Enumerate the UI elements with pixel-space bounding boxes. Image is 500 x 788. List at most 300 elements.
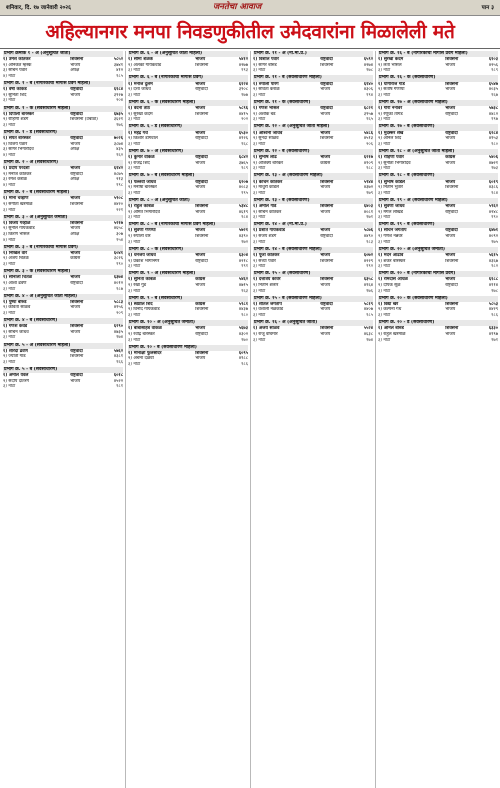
candidate-party: शिवसेना xyxy=(195,307,209,313)
candidate-name: १) पुष्पा बोरुडे xyxy=(3,299,27,305)
candidate-row xyxy=(378,142,498,148)
candidate-votes: ५९४४ xyxy=(363,179,373,185)
candidate-name: २) माधुरी कर्डिले xyxy=(253,185,280,191)
candidate-name: १) सीमा शेळके xyxy=(128,57,153,63)
candidate-votes: १९२ xyxy=(366,264,373,270)
candidate-name: २) अलका गायकवाड xyxy=(128,62,162,68)
candidate-votes: ४२१८ xyxy=(238,258,248,264)
candidate-votes: ४३८६ xyxy=(488,185,498,191)
candidate-name: २) मनीषा बारस्कर xyxy=(128,185,157,191)
candidate-votes: १८० xyxy=(241,313,248,319)
candidate-votes: ५८१९ xyxy=(363,301,373,307)
ward-result-block xyxy=(128,247,248,270)
candidate-votes: १७९ xyxy=(366,190,373,196)
candidate-party: भाजप xyxy=(70,378,81,384)
candidate-party: भाजप xyxy=(445,252,456,258)
candidate-party xyxy=(320,264,356,270)
candidate-row xyxy=(253,191,373,197)
candidate-row xyxy=(253,117,373,123)
candidate-name: २) नितीन भुतारे xyxy=(378,185,403,191)
ward-title: प्रभाग क्र. १४ - ब (सर्वसाधारण महिला) xyxy=(253,247,373,253)
candidate-name: २) मंगल लोखंडे xyxy=(378,209,403,215)
candidate-votes: १८८ xyxy=(366,166,373,172)
candidate-name: १) मीनाक्षी फुलसौंदर xyxy=(128,350,162,356)
candidate-votes: १९० xyxy=(491,215,498,221)
candidate-party: शिवसेना xyxy=(320,179,334,185)
candidate-party: राष्ट्रवादी xyxy=(195,179,208,185)
candidate-party: काँग्रेस xyxy=(445,155,456,161)
candidate-votes: ६३५८ xyxy=(363,277,373,283)
column-divider xyxy=(250,51,251,788)
candidate-votes: २०६ xyxy=(366,141,373,147)
candidate-votes: ४७३५ xyxy=(113,329,123,335)
candidate-party xyxy=(195,166,231,172)
ward-title: प्रभाग क्रमांक १ - अ (अनुसूचित जाती) xyxy=(3,51,123,57)
candidate-name: १) सुनिता कांबळे xyxy=(128,277,156,283)
candidate-party xyxy=(445,338,481,344)
candidate-party xyxy=(320,93,356,99)
ward-title: प्रभाग क्र. १० - अ (अनुसूचित जमाती) xyxy=(128,320,248,326)
candidate-votes: ६०१९ xyxy=(488,179,498,185)
candidate-votes: ४८७५ xyxy=(113,171,123,177)
results-columns xyxy=(0,51,500,788)
ward-title: प्रभाग क्र. १९ - ब (सर्वसाधारण) xyxy=(378,222,498,228)
ward-result-block xyxy=(128,345,248,368)
candidate-row xyxy=(378,313,498,319)
ward-title: प्रभाग क्र. ३ - ब (नागरिकांचा मागास प्रवर्ग) xyxy=(3,245,123,251)
candidate-name: २) शंकर बारस्कर xyxy=(378,258,406,264)
ward-result-block xyxy=(128,100,248,123)
candidate-row xyxy=(128,362,248,368)
ward-result-block xyxy=(253,75,373,98)
candidate-votes: ६१२४ xyxy=(238,81,248,87)
column-divider xyxy=(375,51,376,788)
candidate-name: ३) नोटा xyxy=(253,68,266,74)
candidate-party: काँग्रेस xyxy=(70,256,81,262)
candidate-party xyxy=(320,240,356,246)
ward-title: प्रभाग क्र. ४ - ब (सर्वसाधारण) xyxy=(3,318,123,324)
candidate-name: ४) नोटा xyxy=(3,183,16,189)
ward-result-block xyxy=(378,320,498,343)
ward-result-block xyxy=(253,149,373,172)
candidate-votes: ४२४८ xyxy=(488,209,498,215)
candidate-party xyxy=(195,289,231,295)
ward-title: प्रभाग क्र. १३ - ब (सर्वसाधारण) xyxy=(253,198,373,204)
candidate-name: २) कल्पना गंधे xyxy=(378,307,402,313)
candidate-name: १) अनिल बोरुडे xyxy=(378,326,404,332)
ward-title: प्रभाग क्र. ८ - क (सर्वसाधारण) xyxy=(128,247,248,253)
candidate-name: २) रवींद्र बारस्कर xyxy=(128,331,155,337)
candidate-party: भाजप xyxy=(445,307,456,313)
candidate-votes: ६१८८ xyxy=(488,277,498,283)
candidate-party xyxy=(445,117,481,123)
candidate-party xyxy=(70,384,106,390)
candidate-name: ३) नोटा xyxy=(3,335,16,341)
candidate-name: २) संध्या पवार xyxy=(253,258,276,264)
ward-title: प्रभाग क्र. ४ - अ (अनुसूचित जाती महिला) xyxy=(3,294,123,300)
candidate-name: १) सचिन जगताप xyxy=(378,228,407,234)
candidate-votes: ३७६५ xyxy=(238,160,248,166)
candidate-party: शिवसेना xyxy=(70,324,84,330)
candidate-name: १) योगीराज गाडे xyxy=(378,81,405,87)
candidate-row xyxy=(128,289,248,295)
candidate-name: १) महेंद्र गंधे xyxy=(128,130,148,136)
candidate-row xyxy=(378,289,498,295)
ward-title: प्रभाग क्र. ८ - अ (अनुसूचित जाती) xyxy=(128,198,248,204)
ward-title: प्रभाग क्र. ७ - ब (सर्वसाधारण महिला) xyxy=(128,173,248,179)
candidate-party: भाजप xyxy=(70,166,81,172)
candidate-name: ३) नोटा xyxy=(253,190,266,196)
ward-title: प्रभाग क्र. ८ - ब (नागरिकांचा मागास प्रवर्ग महिला) xyxy=(128,222,248,228)
candidate-name: २) अजिंक्य बोरकर xyxy=(253,160,284,166)
ward-result-block xyxy=(3,215,123,244)
candidate-name: १) अजय साळवे xyxy=(253,326,280,332)
candidate-name: २) नितीन शेलार xyxy=(253,283,279,288)
candidate-name: ३) नोटा xyxy=(253,288,266,294)
ward-result-block xyxy=(3,367,123,390)
candidate-party xyxy=(70,74,106,80)
candidate-name: ३) नोटा xyxy=(128,190,141,196)
candidate-votes: ४१८८ xyxy=(238,356,248,362)
candidate-name: ३) नोटा xyxy=(128,239,141,245)
candidate-votes: ६३७४ xyxy=(113,275,123,281)
candidate-name: ३) नोटा xyxy=(378,166,391,172)
ward-result-block xyxy=(128,296,248,319)
candidate-votes: २०४ xyxy=(116,98,123,104)
candidate-party: भाजप xyxy=(445,204,456,209)
candidate-row xyxy=(128,117,248,123)
candidate-party: भाजप xyxy=(70,226,81,232)
candidate-name: १) विजय गव्हाळे xyxy=(3,220,31,226)
ward-title: प्रभाग क्र. १० - ब (सर्वसाधारण महिला) xyxy=(128,345,248,351)
candidate-votes: ४६५८ xyxy=(113,226,123,232)
candidate-party: शिवसेना xyxy=(195,204,209,209)
candidate-name: १) सुरेखा कदम xyxy=(378,57,404,63)
candidate-name: ३) नोटा xyxy=(378,215,391,221)
candidate-votes: १७४ xyxy=(366,337,373,343)
candidate-votes: ६२०७ xyxy=(238,179,248,185)
candidate-party xyxy=(70,238,106,244)
candidate-party: राष्ट्रवादी xyxy=(70,87,83,93)
ward-title: प्रभाग क्र. १५ - ब (सर्वसाधारण महिला) xyxy=(253,296,373,302)
candidate-votes: ४४८२ xyxy=(488,111,498,117)
ward-title: प्रभाग क्र. ११ - अ (ना.मा.प्र.) xyxy=(253,51,373,57)
candidate-name: ३) नोटा xyxy=(128,337,141,343)
candidate-votes: ५३४८ xyxy=(238,204,248,209)
candidate-votes: १६३ xyxy=(241,288,248,294)
candidate-party: राष्ट्रवादी xyxy=(70,171,83,177)
candidate-name: ३) सचिन पवार xyxy=(3,68,27,74)
candidate-party: राष्ट्रवादी xyxy=(320,57,333,63)
candidate-votes: ६२९० xyxy=(113,324,123,330)
candidate-row xyxy=(128,215,248,221)
candidate-party: भाजप xyxy=(195,185,206,191)
candidate-name: २) राहुल खरमाळे xyxy=(378,331,406,337)
candidate-row xyxy=(3,208,123,214)
candidate-name: ३) नोटा xyxy=(378,141,391,147)
candidate-party xyxy=(70,287,106,293)
candidate-party: शिवसेना xyxy=(445,185,459,191)
candidate-name: २) वैशाली नळकांडे xyxy=(253,307,284,313)
candidate-name: २) संगीता खरमाळे xyxy=(3,201,33,207)
candidate-name: ३) नोटा xyxy=(3,359,16,365)
candidate-name: १) बाबासाहेब वाकळे xyxy=(128,326,162,332)
candidate-party: राष्ट्रवादी xyxy=(70,111,83,117)
candidate-name: २) राजेंद्र शिंदे xyxy=(128,160,150,166)
candidate-votes: १८१ xyxy=(116,384,123,390)
candidate-name: २) गणेश नन्नवरे xyxy=(378,234,403,240)
candidate-votes: १८५ xyxy=(366,313,373,319)
ward-title: प्रभाग क्र. २ - अ (सर्वसाधारण) xyxy=(3,160,123,166)
candidate-row xyxy=(378,93,498,99)
ward-result-block xyxy=(128,173,248,196)
candidate-party xyxy=(445,215,481,221)
candidate-votes: १६२ xyxy=(116,152,123,158)
candidate-party: शिवसेना (उबाठा) xyxy=(70,117,98,123)
ward-title: प्रभाग क्र. ६ - ड (सर्वसाधारण) xyxy=(128,124,248,130)
candidate-name: १) उमेश कोतकर xyxy=(3,57,31,63)
candidate-votes: ४०८३ xyxy=(238,185,248,191)
candidate-votes: १७१ xyxy=(366,215,373,221)
ward-title: प्रभाग क्र. १५ - अ (सर्वसाधारण) xyxy=(253,271,373,277)
candidate-name: ३) नोटा xyxy=(378,288,391,294)
candidate-name: ३) नोटा xyxy=(128,92,141,98)
ward-result-block xyxy=(253,296,373,319)
candidate-votes: ५८५२ xyxy=(113,57,123,63)
candidate-row xyxy=(253,313,373,319)
candidate-row xyxy=(128,166,248,172)
candidate-row xyxy=(3,360,123,366)
candidate-votes: ६०७२ xyxy=(363,252,373,258)
candidate-votes: ५८९६ xyxy=(238,106,248,112)
candidate-votes: ६०९५ xyxy=(238,350,248,356)
candidate-votes: १८२ xyxy=(491,264,498,270)
candidate-name: २) रेणुका तागड xyxy=(378,111,403,117)
candidate-party xyxy=(320,338,356,344)
candidate-name: २) दत्ता जाधव xyxy=(128,87,151,93)
candidate-name: १) प्रशांत गायकवाड xyxy=(253,228,285,234)
candidate-party: भाजप xyxy=(445,331,456,337)
candidate-name: १) मदन आढाव xyxy=(378,252,404,258)
ward-title: प्रभाग क्र. १ - ब (नागरिकांचा मागास प्रवर्ग महिला) xyxy=(3,81,123,87)
candidate-party: राष्ट्रवादी xyxy=(445,130,458,136)
candidate-votes: १८६ xyxy=(491,313,498,319)
candidate-votes: ५२१७ xyxy=(113,220,123,226)
candidate-party: भाजप xyxy=(445,160,456,166)
candidate-votes: ४२२९ xyxy=(363,258,373,264)
candidate-name: १) राहुल कांबळे xyxy=(128,204,154,209)
candidate-name: २) विनोद गायकवाड xyxy=(128,307,160,313)
candidate-party: काँग्रेस xyxy=(320,160,331,166)
results-column xyxy=(128,51,248,788)
candidate-party: भाजप xyxy=(320,209,331,215)
candidate-name: ३) नोटा xyxy=(378,337,391,343)
candidate-votes: १७८ xyxy=(491,288,498,294)
candidate-votes: ६५९२ xyxy=(363,57,373,63)
candidate-party: भाजप xyxy=(320,252,331,258)
candidate-name: २) अजय चितळे xyxy=(3,256,29,262)
candidate-name: ३) नोटा xyxy=(128,141,141,147)
candidate-name: ३) नोटा xyxy=(253,141,266,147)
candidate-party xyxy=(195,142,231,148)
candidate-party xyxy=(195,215,231,221)
candidate-votes: ३०७ xyxy=(116,231,123,237)
candidate-name: ३) नोटा xyxy=(253,215,266,221)
ward-result-block xyxy=(3,245,123,268)
candidate-party: राष्ट्रवादी xyxy=(320,106,333,112)
ward-result-block xyxy=(128,198,248,221)
ward-result-block xyxy=(3,318,123,341)
candidate-votes: ४१५६ xyxy=(113,305,123,311)
candidate-votes: ४४०७ xyxy=(363,307,373,313)
ward-title: प्रभाग क्र. १८ - अ (अनुसूचित जाती महिला) xyxy=(378,149,498,155)
candidate-party: भाजप xyxy=(70,275,81,281)
candidate-name: ३) नोटा xyxy=(253,166,266,172)
candidate-name: ३) नोटा xyxy=(128,264,141,270)
ward-title: प्रभाग क्र. १९ - अ (सर्वसाधारण महिला) xyxy=(378,198,498,204)
candidate-votes: ६१०३ xyxy=(488,57,498,63)
ward-result-block xyxy=(3,269,123,292)
candidate-party: भाजप xyxy=(320,155,331,161)
candidate-party xyxy=(445,264,481,270)
candidate-name: १) मुदस्सर शेख xyxy=(378,130,404,136)
candidate-votes: १७७ xyxy=(241,92,248,98)
ward-result-block xyxy=(128,124,248,147)
ward-title: प्रभाग क्र. ९ - ब (सर्वसाधारण) xyxy=(128,296,248,302)
candidate-party xyxy=(445,68,481,74)
candidate-row xyxy=(128,313,248,319)
candidate-votes: १७३ xyxy=(491,166,498,172)
ward-title: प्रभाग क्र. २० - ड (सर्वसाधारण) xyxy=(378,320,498,326)
ward-title: प्रभाग क्र. १ - ड (सर्वसाधारण) xyxy=(3,130,123,136)
candidate-votes: १९७ xyxy=(491,117,498,123)
candidate-name: १) विद्या खैरे xyxy=(378,301,399,307)
ward-result-block xyxy=(3,294,123,317)
candidate-name: २) सुरेखा कदम xyxy=(128,111,153,117)
candidate-party: भाजप xyxy=(70,305,81,311)
candidate-votes: ४३६७ xyxy=(488,258,498,264)
candidate-party: शिवसेना xyxy=(320,136,334,142)
candidate-party xyxy=(195,68,231,74)
candidate-row xyxy=(253,264,373,270)
candidate-name: ३) नोटा xyxy=(253,92,266,98)
candidate-party: भाजप xyxy=(70,141,81,147)
candidate-votes: ६५३० xyxy=(238,130,248,136)
candidate-name: ३) सागर भिंगारदिवे xyxy=(3,147,34,153)
candidate-votes: १८० xyxy=(491,141,498,147)
candidate-party: राष्ट्रवादी xyxy=(195,331,208,337)
candidate-votes: १९४ xyxy=(366,92,373,98)
ward-title: प्रभाग क्र. २ - ब (सर्वसाधारण महिला) xyxy=(3,190,123,196)
candidate-votes: ६७३५ xyxy=(113,111,123,117)
candidate-party: शिवसेना xyxy=(70,57,84,63)
candidate-votes: ६४७१ xyxy=(488,228,498,234)
candidate-votes: ६५४७ xyxy=(488,81,498,87)
ward-result-block xyxy=(253,320,373,343)
candidate-row xyxy=(128,338,248,344)
ward-result-block xyxy=(378,247,498,270)
ward-result-block xyxy=(253,173,373,196)
candidate-votes: ६८२१ xyxy=(363,106,373,112)
candidate-party: भाजप xyxy=(195,160,206,166)
candidate-name: ३) नोटा xyxy=(253,239,266,245)
candidate-name: २) मनोज कोतकर xyxy=(3,171,32,177)
candidate-name: १) दत्तात्रय कावरे xyxy=(253,277,281,283)
candidate-name: ३) नोटा xyxy=(3,286,16,292)
candidate-name: १) मनोज दुलम xyxy=(128,81,153,87)
candidate-party: शिवसेना xyxy=(445,57,459,63)
candidate-votes: १७४ xyxy=(116,335,123,341)
ward-result-block xyxy=(253,51,373,74)
headline-divider xyxy=(0,48,500,49)
candidate-votes: १६६ xyxy=(116,359,123,365)
candidate-party xyxy=(70,153,106,159)
candidate-party xyxy=(195,338,231,344)
candidate-party xyxy=(445,142,481,148)
candidate-name: १) रामदास आंधळे xyxy=(378,277,408,283)
ward-result-block xyxy=(253,247,373,270)
newspaper-brand: जनतेचा आवाज xyxy=(213,2,262,12)
candidate-row xyxy=(3,335,123,341)
candidate-row xyxy=(128,191,248,197)
candidate-row xyxy=(128,264,248,270)
candidate-name: १) सुभाष कर्डिले xyxy=(378,179,405,185)
candidate-name: १) दिपाली बारस्कर xyxy=(3,111,34,117)
candidate-name: २) सुनंदा साळवे xyxy=(253,136,279,142)
ward-title: प्रभाग क्र. ७ - अ (सर्वसाधारण) xyxy=(128,149,248,155)
ward-result-block xyxy=(378,124,498,147)
candidate-party: भाजप xyxy=(445,136,456,142)
candidate-name: ३) नोटा xyxy=(128,117,141,123)
candidate-row xyxy=(378,166,498,172)
candidate-party xyxy=(320,166,356,172)
ward-result-block xyxy=(128,149,248,172)
candidate-name: ३) नोटा xyxy=(128,313,141,319)
candidate-votes: ७०२६ xyxy=(113,136,123,142)
candidate-party: भाजप xyxy=(195,57,206,63)
candidate-name: २) अनिल शिंदे xyxy=(378,136,402,142)
candidate-row xyxy=(253,93,373,99)
candidate-party xyxy=(320,142,356,148)
ward-title: प्रभाग क्र. १४ - अ (ना.मा.प्र.) xyxy=(253,222,373,228)
candidate-name: ३) नोटा xyxy=(378,92,391,98)
candidate-votes: १७६ xyxy=(116,122,123,128)
candidate-votes: २१३ xyxy=(116,177,123,183)
candidate-name: १) अमोल गाडे xyxy=(253,204,277,209)
candidate-party xyxy=(320,191,356,197)
candidate-name: २) सविता कराळे xyxy=(253,87,280,93)
candidate-votes: ४०३५ xyxy=(488,87,498,93)
candidate-row xyxy=(378,68,498,74)
candidate-row xyxy=(378,191,498,197)
ward-title: प्रभाग क्र. २० - ब (नागरिकांचा मागास प्रवर्ग) xyxy=(378,271,498,277)
ward-result-block xyxy=(3,106,123,129)
candidate-votes: ५८५३ xyxy=(488,301,498,307)
candidate-party: अपक्ष xyxy=(70,147,80,153)
candidate-row xyxy=(3,287,123,293)
candidate-votes: १७० xyxy=(241,337,248,343)
ward-result-block xyxy=(253,124,373,147)
candidate-party xyxy=(70,262,106,268)
candidate-party: शिवसेना xyxy=(445,301,459,307)
candidate-party: शिवसेना xyxy=(195,111,209,117)
ward-result-block xyxy=(378,75,498,98)
candidate-votes: ३८७४ xyxy=(113,141,123,147)
candidate-name: २) विजय पठारे xyxy=(3,141,28,147)
candidate-votes: ४४२९ xyxy=(488,307,498,313)
candidate-votes: १९५ xyxy=(241,190,248,196)
candidate-votes: १८४ xyxy=(491,190,498,196)
